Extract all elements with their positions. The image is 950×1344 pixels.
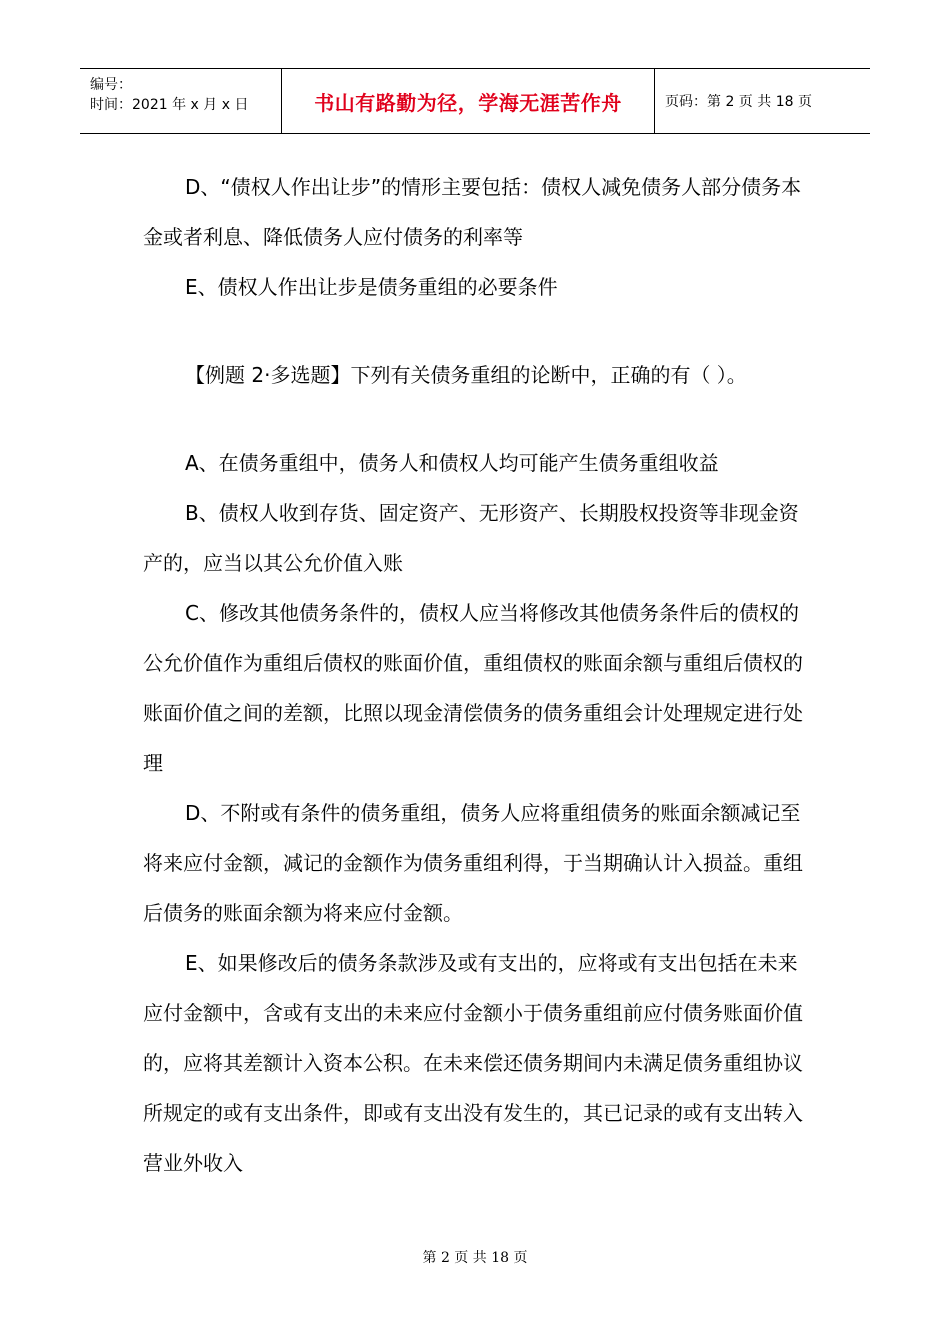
header-motto: 书山有路勤为径，学海无涯苦作舟: [282, 69, 655, 133]
header-page-info: 页码：第 2 页 共 18 页: [665, 94, 812, 110]
header-meta: [80, 69, 282, 133]
option-d: D、不附或有条件的债务重组，债务人应将重组债务的账面余额减记至将来应付金额，减记的金额作为债务重组利得，于当期确认计入损益。重组后债务的账面余额为将来应付金额。: [143, 801, 803, 925]
page-header: [80, 68, 870, 134]
option-d-previous: D、“债权人作出让步”的情形主要包括：债权人减免债务人部分债务本金或者利息、降低债务人应付债务的利率等: [143, 175, 802, 249]
option-b: B、债权人收到存货、固定资产、无形资产、长期股权投资等非现金资产的，应当以其公允价值入账: [143, 501, 799, 575]
option-c: C、修改其他债务条件的，债权人应当将修改其他债务条件后的债权的公允价值作为重组后债权的账面价值，重组债权的账面余额与重组后债权的账面价值之间的差额，比照以现金清偿债务的债务重组会计处理规定进行处理: [143, 601, 803, 775]
option-e-previous: E、债权人作出让步是债务重组的必要条件: [185, 275, 558, 299]
document-date: 时间：2021 年 x 月 x 日: [90, 97, 249, 113]
question-title: 【例题 2·多选题】下列有关债务重组的论断中，正确的有（ ）。: [185, 363, 747, 387]
page-footer: 第 2 页 共 18 页: [422, 1250, 528, 1266]
option-e: E、如果修改后的债务条款涉及或有支出的，应将或有支出包括在未来应付金额中，含或有支出的未来应付金额小于债务重组前应付债务账面价值的，应将其差额计入资本公积。在未来偿还债务期间内未满足债务重组协议所规定的或有支出条件，即或有支出没有发生的，其已记录的或有支出转入营业外收入: [143, 951, 803, 1175]
option-a: A、在债务重组中，债务人和债权人均可能产生债务重组收益: [185, 451, 719, 475]
document-body: [143, 162, 815, 1188]
document-number-label: 编号：: [90, 77, 132, 93]
